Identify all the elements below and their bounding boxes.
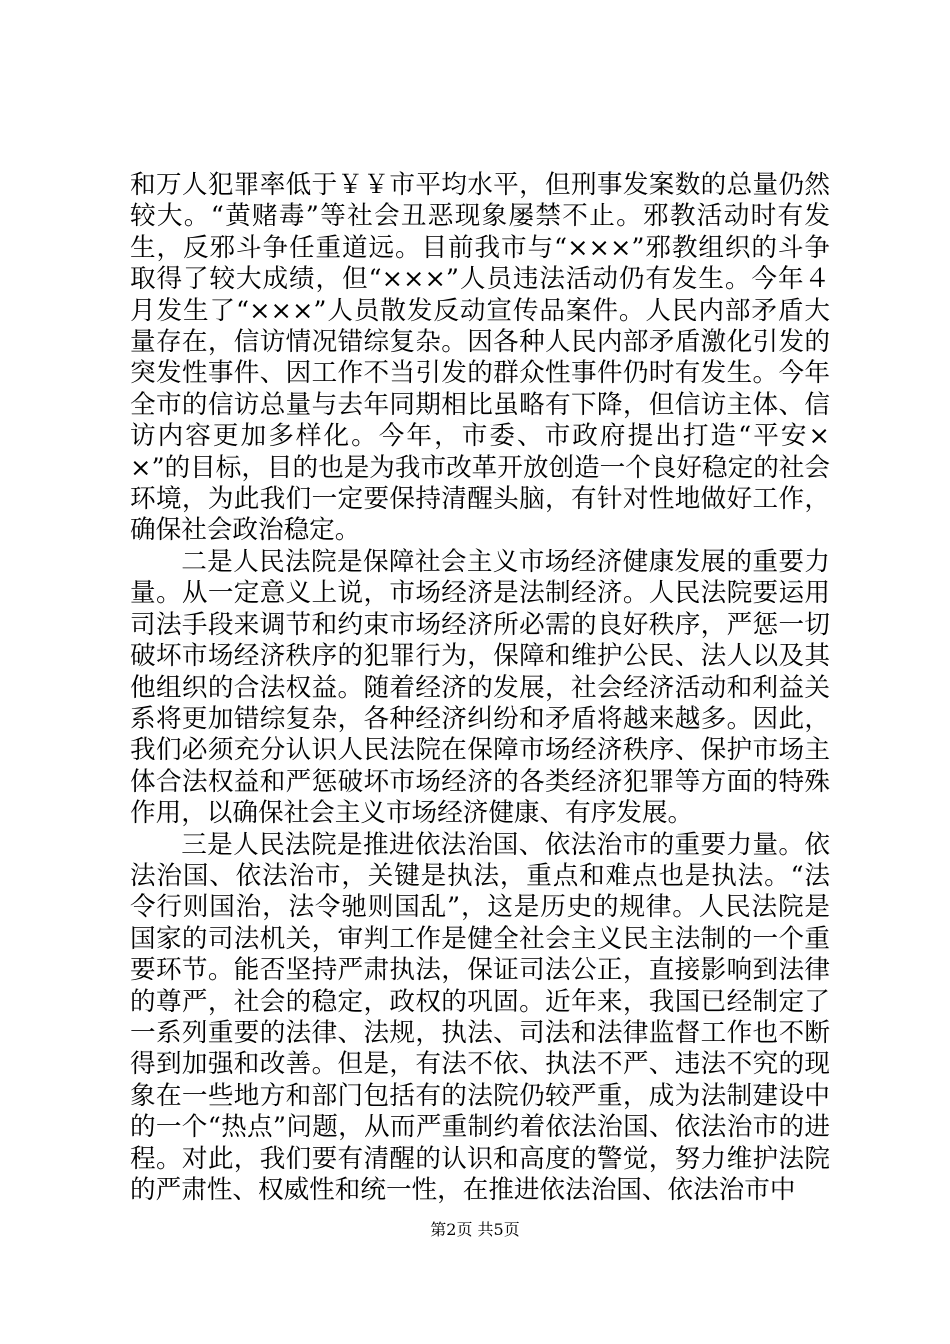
document-body [130,170,830,1206]
page-number-footer: 第2页 共5页 [430,1220,520,1239]
paragraph-continued: 和万人犯罪率低于￥￥市平均水平，但刑事发案数的总量仍然较大。“黄赌毒”等社会丑恶现象屡禁不止。邪教活动时有发生，反邪斗争任重道远。目前我市与“×××”邪教组织的斗争取得了较大成绩，但“×××”人员违法活动仍有发生。今年４月发生了“×××”人员散发反动宣传品案件。人民内部矛盾大量存在，信访情况错综复杂。因各种人民内部矛盾激化引发的突发性事件、因工作不当引发的群众性事件仍时有发生。今年全市的信访总量与去年同期相比虽略有下降，但信访主体、信访内容更加多样化。今年，市委、市政府提出打造“平安××”的目标，目的也是为我市改革开放创造一个良好稳定的社会环境，为此我们一定要保持清醒头脑，有针对性地做好工作，确保社会政治稳定。 [130,170,830,546]
paragraph-point-three: 三是人民法院是推进依法治国、依法治市的重要力量。依法治国、依法治市，关键是执法，重点和难点也是执法。“法令行则国治，法令驰则国乱”，这是历史的规律。人民法院是国家的司法机关，审判工作是健全社会主义民主法制的一个重要环节。能否坚持严肃执法，保证司法公正，直接影响到法律的尊严，社会的稳定，政权的巩固。近年来，我国已经制定了一系列重要的法律、法规，执法、司法和法律监督工作也不断得到加强和改善。但是，有法不依、执法不严、违法不究的现象在一些地方和部门包括有的法院仍较严重，成为法制建设中的一个“热点”问题，从而严重制约着依法治国、依法治市的进程。对此，我们要有清醒的认识和高度的警觉，努力维护法院的严肃性、权威性和统一性，在推进依法治国、依法治市中 [130,829,830,1205]
paragraph-point-two: 二是人民法院是保障社会主义市场经济健康发展的重要力量。从一定意义上说，市场经济是法制经济。人民法院要运用司法手段来调节和约束市场经济所必需的良好秩序，严惩一切破坏市场经济秩序的犯罪行为，保障和维护公民、法人以及其他组织的合法权益。随着经济的发展，社会经济活动和利益关系将更加错综复杂，各种经济纠纷和矛盾将越来越多。因此，我们必须充分认识人民法院在保障市场经济秩序、保护市场主体合法权益和严惩破坏市场经济的各类经济犯罪等方面的特殊作用，以确保社会主义市场经济健康、有序发展。 [130,546,830,829]
